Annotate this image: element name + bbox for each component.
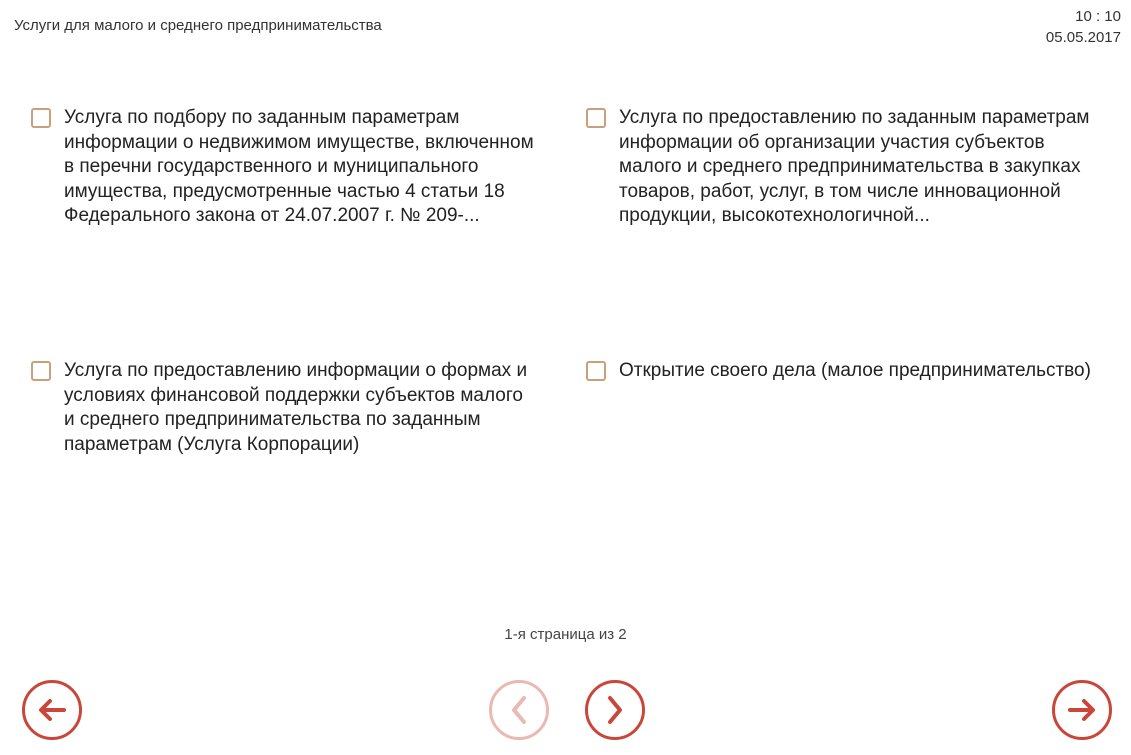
clock-time: 10 : 10 <box>1075 8 1121 25</box>
clock-date: 05.05.2017 <box>1045 29 1121 46</box>
forward-button[interactable] <box>1052 680 1112 740</box>
service-option-property-info[interactable] <box>31 106 541 229</box>
service-checkbox[interactable] <box>586 361 606 381</box>
next-page-button[interactable] <box>585 680 645 740</box>
service-label-line: и среднего предпринимательства по заданным <box>64 409 481 430</box>
service-label-line: Услуга по предоставлению информации о формах и <box>64 360 528 381</box>
clock <box>1046 6 1121 48</box>
previous-page-button[interactable] <box>489 680 549 740</box>
service-option-procurement-info[interactable] <box>586 106 1111 229</box>
service-label-line: параметрам (Услуга Корпорации) <box>64 433 360 455</box>
service-label <box>64 359 527 457</box>
service-label: Услуга по подбору по заданным параметрам информации о недвижимом имуществе, включенном в перечни государственного и муниципального имущества, предусмотренные частью 4 статьи 18 Федерального закона от 24.07.2007 г. № 209-... <box>64 107 534 226</box>
back-button[interactable] <box>22 680 82 740</box>
service-label: Открытие своего дела (малое предпринимательство) <box>619 360 1091 381</box>
service-checkbox[interactable] <box>586 108 606 128</box>
service-option-financial-support-info[interactable] <box>31 359 555 457</box>
page-title: Услуги для малого и среднего предпринимательства <box>14 17 382 34</box>
arrow-left-icon <box>37 698 67 722</box>
chevron-left-icon <box>509 695 529 725</box>
page-indicator: 1-я страница из 2 <box>504 626 627 643</box>
service-option-open-business[interactable] <box>586 359 1111 384</box>
service-label: Услуга по предоставлению по заданным параметрам информации об организации участия субъектов малого и среднего предпринимательства в закупках товаров, работ, услуг, в том числе инновационной продукции, высокотехнологичной... <box>619 107 1090 226</box>
service-checkbox[interactable] <box>31 108 51 128</box>
chevron-right-icon <box>605 695 625 725</box>
service-checkbox[interactable] <box>31 361 51 381</box>
arrow-right-icon <box>1067 698 1097 722</box>
service-label-line: условиях финансовой поддержки субъектов малого <box>64 384 523 406</box>
